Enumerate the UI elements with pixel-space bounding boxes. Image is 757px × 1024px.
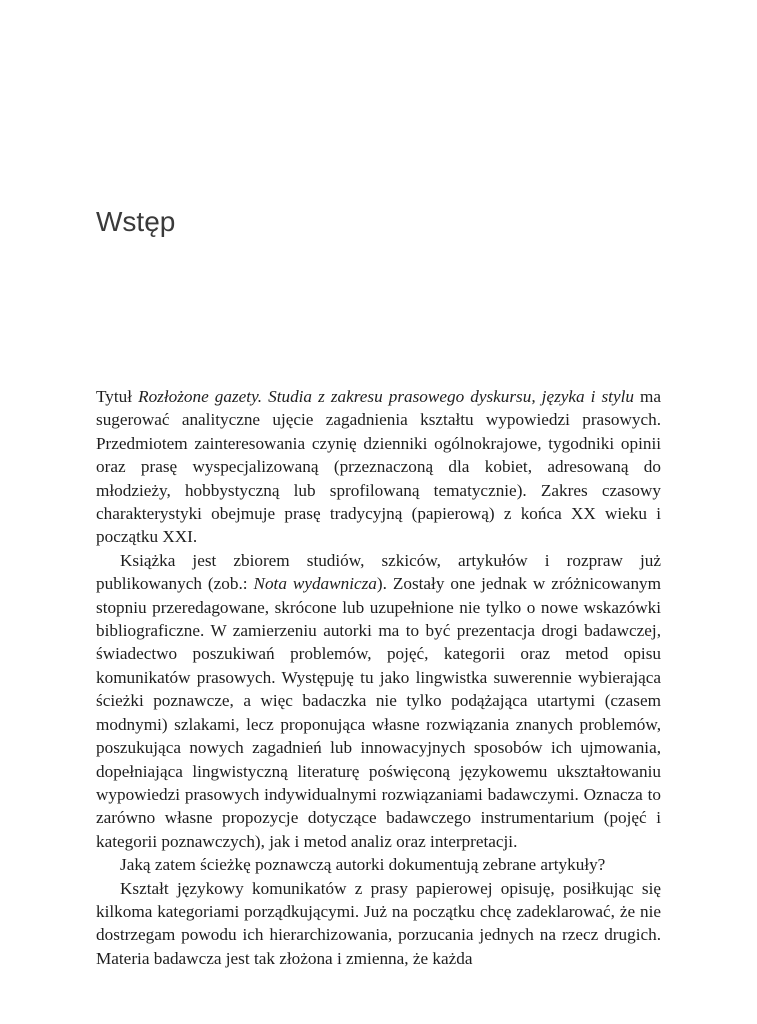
paragraph-2-body: ). Zostały one jednak w zróżnicowanym stopniu przeredagowane, skrócone lub uzupełnione nie tylko o nowe wskazówki bibliograficzne. W zamierzeniu autorki ma to być prezentacja drogi badawczej, świadectwo poszukiwań problemów, pojęć, kategorii oraz metod opisu komunikatów prasowych. Występuję tu jako lingwistka suwerennie wybierająca ścieżki poznawcze, a więc badaczka nie tylko podążająca utartymi (czasem modnymi) szlakami, lecz proponująca własne rozwiązania znanych problemów, poszukująca nowych zagadnień lub innowacyjnych sposobów ich ujmowania, dopełniająca lingwistyczną literaturę poświęconą językowemu ukształtowaniu wypowiedzi prasowych indywidualnymi rozwiązaniami badawczymi. Oznacza to zarówno własne propozycje dotyczące badawczego instrumentarium (pojęć i kategorii poznawczych), jak i metod analiz oraz interpretacji. bbox=[96, 574, 661, 851]
paragraph-1-body: ma sugerować analityczne ujęcie zagadnienia kształtu wypowiedzi prasowych. Przedmiotem zainteresowania czynię dzienniki ogólnokrajowe, tygodniki opinii oraz prasę wyspecjalizowaną (przeznaczoną dla kobiet, adresowaną do młodzieży, hobbystyczną lub sprofilowaną tematycznie). Zakres czasowy charakterystyki obejmuje prasę tradycyjną (papierową) z końca XX wieku i początku XXI. bbox=[96, 387, 661, 547]
paragraph-1-lead: Tytuł bbox=[96, 387, 139, 406]
paragraph-2-lead: Książka jest zbiorem studiów, szkiców, artykułów i rozpraw już publikowanych (zob.: bbox=[96, 550, 661, 594]
chapter-title: Wstęp bbox=[96, 206, 176, 237]
paragraph-2 bbox=[96, 549, 661, 853]
paragraph-1 bbox=[96, 385, 661, 549]
paragraph-3-text: Jaką zatem ścieżkę poznawczą autorki dokumentują zebrane artykuły? bbox=[120, 855, 606, 875]
paragraph-4 bbox=[96, 877, 661, 971]
paragraph-3 bbox=[96, 853, 661, 876]
book-title-italic: Rozłożone gazety. Studia z zakresu prasowego dyskursu, języka i stylu bbox=[138, 387, 634, 406]
body-text bbox=[96, 385, 661, 970]
reference-italic: Nota wydawnicza bbox=[253, 574, 377, 594]
paragraph-4-text: Kształt językowy komunikatów z prasy papierowej opisuję, posiłkując się kilkoma kategoriami porządkującymi. Już na początku chcę zadeklarować, że nie dostrzegam powodu ich hierarchizowania, porzucania jednych na rzecz drugich. Materia badawcza jest tak złożona i zmienna, że każda bbox=[96, 878, 661, 968]
